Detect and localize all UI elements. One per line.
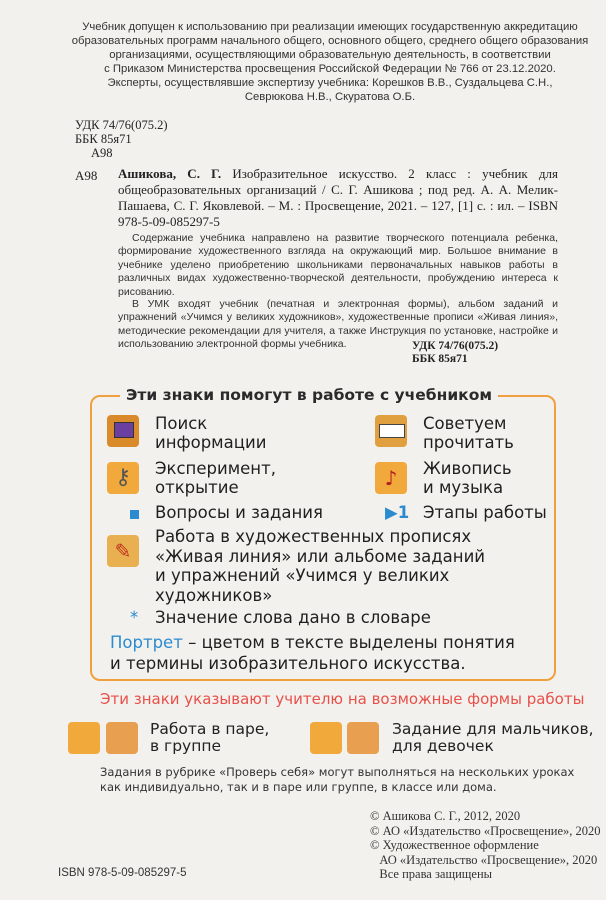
- computer-icon: [107, 415, 139, 447]
- key-icon: ⚷: [107, 462, 139, 494]
- approval-line: с Приказом Министерства просвещения Российской Федерации № 766 от 23.12.2020.: [104, 63, 556, 75]
- approval-notice: [70, 20, 590, 104]
- legend-read: Советуем прочитать: [423, 414, 514, 452]
- steps-icon: ▶1: [385, 503, 410, 522]
- pair-group-label: Работа в паре, в группе: [150, 720, 270, 755]
- palette-music-icon: ♪: [375, 462, 407, 494]
- classification-repeat: [412, 340, 498, 366]
- teacher-signs-title: Эти знаки указывают учителю на возможные формы работы: [100, 690, 585, 708]
- boy-icon: [310, 722, 342, 754]
- udk-code: УДК 74/76(075.2): [412, 340, 499, 352]
- legend-experiment: Эксперимент, открытие: [155, 459, 276, 497]
- legend-questions: Вопросы и задания: [155, 503, 323, 522]
- self-check-note: Задания в рубрике «Проверь себя» могут выполняться на нескольких уроках как индивидуально, так и в паре или группе, в классе или дома.: [100, 765, 575, 794]
- citation-text: Изобразительное искусство. 2 класс : учебник для общеобразовательных организаций / С. Г. Ашикова ; под ред. А. А. Мелик-Пашаева, С. Г. Яковлевой. – М. : Просвещение, 2021. – 127, [1] с. : ил. – ISBN 978-5-09-085297-5: [118, 166, 559, 229]
- legend-terms: [110, 632, 515, 674]
- approval-line: Севрюкова Н.В., Скуратова О.Б.: [244, 91, 416, 103]
- brush-workbook-icon: ✎: [107, 535, 139, 567]
- legend-art: Живопись и музыка: [423, 459, 512, 497]
- legend-title: Эти знаки помогут в работе с учебником: [120, 386, 498, 404]
- approval-line: Эксперты, осуществлявшие экспертизу учебника: Корешков В.В., Суздальцева С.Н.,: [107, 77, 553, 89]
- bbk-code: ББК 85я71: [75, 132, 132, 146]
- copyright-line: АО «Издательство «Просвещение», 2020: [370, 852, 598, 867]
- citation-code: А98: [75, 168, 98, 183]
- legend-steps: Этапы работы: [423, 503, 547, 522]
- legend-dictionary: Значение слова дано в словаре: [155, 608, 431, 627]
- isbn: ISBN 978-5-09-085297-5: [58, 867, 187, 879]
- author-mark: А98: [91, 146, 113, 160]
- approval-line: организациями, осуществляющими образовательную деятельность, в соответствии: [109, 49, 551, 61]
- annotation-paragraph: Содержание учебника направлено на развитие творческого потенциала ребенка, формирование художественного взгляда на окружающий мир. Большое внимание в учебнике уделено приобретению школьниками первоначальных навыков работы в различных видах художественно-творческой деятельности, пробуждению интереса к рисованию.: [118, 232, 558, 298]
- udk-code: УДК 74/76(075.2): [75, 118, 168, 132]
- square-bullet-icon: [130, 510, 139, 519]
- asterisk-icon: *: [130, 608, 139, 627]
- legend-search: Поиск информации: [155, 414, 267, 452]
- girl-icon: [347, 722, 379, 754]
- legend-workbook: Работа в художественных прописях «Живая линия» или альбоме заданий и упражнений «Учимся у великих художников»: [155, 527, 486, 605]
- copyright-line: © Художественное оформление: [370, 838, 539, 852]
- copyright-block: [370, 809, 601, 882]
- pair-work-icon: [68, 722, 100, 754]
- group-work-icon: [106, 722, 138, 754]
- bibliographic-citation: [118, 166, 558, 230]
- bbk-code: ББК 85я71: [412, 353, 468, 365]
- citation-author: Ашикова, С. Г.: [118, 166, 222, 181]
- annotation-paragraph: В УМК входят учебник (печатная и электронная формы), альбом заданий и упражнений «Учимся у великих художников», художественные прописи «Живая линия», методические рекомендации для учителя, а также Инструкция по установке, настройке и использованию электронной формы учебника.: [118, 298, 558, 351]
- approval-line: Учебник допущен к использованию при реализации имеющих государственную аккредитацию: [82, 21, 578, 33]
- approval-line: образовательных программ начального общего, основного общего, среднего общего образования: [71, 35, 589, 47]
- book-icon: [375, 415, 407, 447]
- copyright-line: Все права защищены: [370, 867, 493, 881]
- boys-girls-label: Задание для мальчиков, для девочек: [392, 720, 594, 755]
- term-example: Портрет: [110, 633, 183, 652]
- classification: [75, 118, 168, 160]
- copyright-line: © Ашикова С. Г., 2012, 2020: [370, 809, 521, 823]
- term-explanation: – цветом в тексте выделены понятия и термины изобразительного искусства.: [110, 633, 515, 673]
- copyright-line: © АО «Издательство «Просвещение», 2020: [370, 823, 601, 838]
